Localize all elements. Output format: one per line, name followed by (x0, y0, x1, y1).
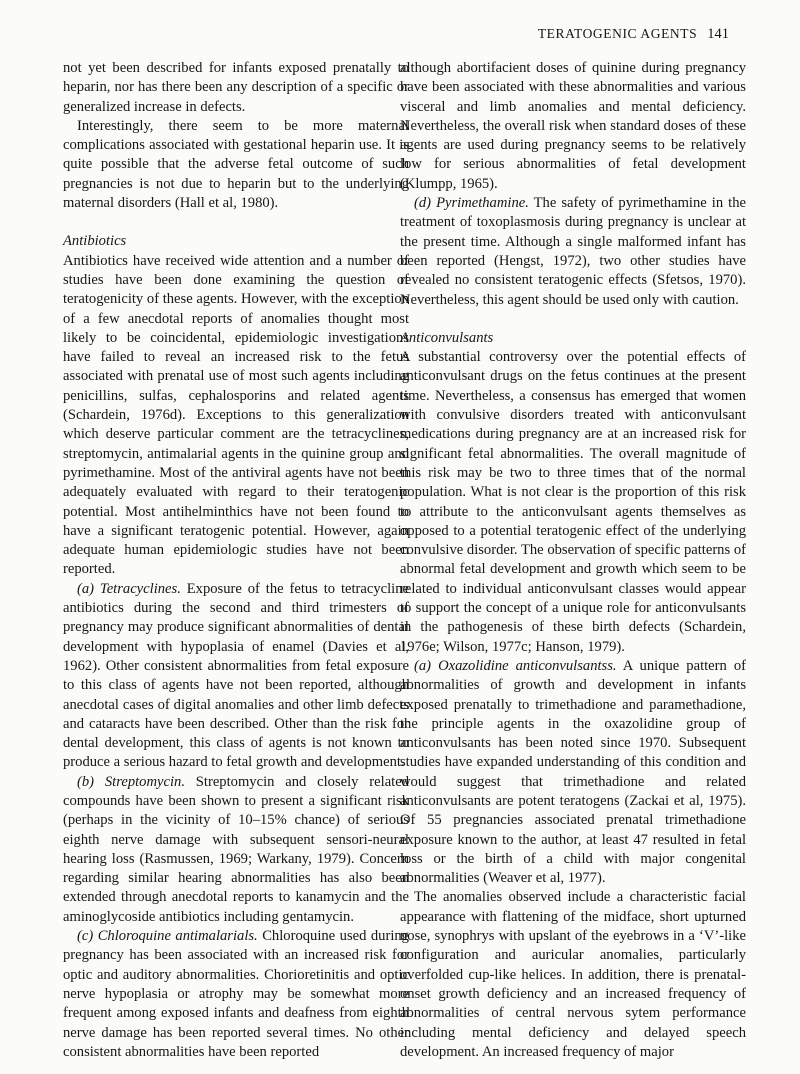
item-label: (a) (77, 580, 95, 597)
item-term: Chloroquine antimalarials. (97, 928, 258, 945)
paragraph-antibiotics-intro: Antibiotics have received wide attention and a number of studies have been done examining the question of teratogenicity of these agents. However, with the exception of a few anecdotal reports of anomalies thought most likely to be coincidental, epidemiologic investigations have failed to reveal an increased risk to the fetus associated with prenatal use of most such agents including penicillins, sulfas, cephalosporins and related agents (Schardein, 1976d). Exceptions to this generalization which deserve particular comment are the tetracyclines, streptomycin, antimalarial agents in the quinine group and pyrimethamine. Most of the antiviral agents have not been adequately evaluated with regard to their teratogenic potential. Most antihelminthics have not been found to have a significant teratogenic potential. However, again adequate human epidemiologic studies have not been reported. (63, 252, 409, 578)
page-number: 141 (707, 26, 729, 42)
paragraph-anticonvulsants-intro: A substantial controversy over the potential effects of anticonvulsant drugs on the fetus continues at the present time. Nevertheless, a consensus has emerged that women with convulsive disorders treated with anticonvulsant medications during pregnancy are at an increased risk for significant fetal abnormalities. The overall magnitude of this risk may be two to three times that of the normal population. What is not clear is the proportion of this risk to attribute to the anticonvulsant agents themselves as opposed to a potential teratogenic effect of the underlying convulsive disorder. The observation of specific patterns of abnormal fetal development and growth which seem to be related to individual anticonvulsant classes would appear to support the concept of a unique role for anticonvulsants in the pathogenesis of these birth defects (Schardein, 1976e; Wilson, 1977c; Hanson, 1979). (400, 349, 746, 655)
item-term: Tetracyclines. (99, 580, 181, 597)
item-text: Exposure of the fetus to tetracycline antibiotics during the second and third trimesters of pregnancy may produce significant abnormalities of dental development with hypoplasia of enamel (Davies et al, 1962). Other consistent abnormalities from fetal exposure to this class of agents have not been reported, although anecdotal cases of digital anomalies and other limb defects and cataracts have been described. Other than the risk for dental development, this class of agents is not known to produce a serious hazard to fetal growth and development. (63, 580, 410, 771)
item-text: Chloroquine used during pregnancy has been associated with an increased risk for optic and auditory abnormalities. Chorioretinitis and optic nerve hypoplasia or atrophy may be somewhat more frequent among exposed infants and deafness from eighth nerve damage has been reported several times. No other consistent abnormalities have been reported (63, 928, 409, 1060)
section-heading-antibiotics: Antibiotics (63, 233, 127, 250)
section-heading-anticonvulsants: Anticonvulsants (400, 329, 494, 346)
item-label: (b) (77, 773, 95, 790)
item-label: (c) (77, 928, 94, 945)
paragraph-oxazolidine (400, 657, 746, 889)
paragraph-heparin-maternal: Interestingly, there seem to be more maternal complications associated with gestational heparin use. It is quite possible that the adverse fetal outcome of such pregnancies is not due to heparin but to the underlying maternal disorders (Hall et al, 1980). (63, 117, 409, 212)
item-label: (d) (414, 195, 432, 212)
item-term: Pyrimethamine. (436, 195, 529, 212)
paragraph-pyrimethamine (400, 194, 746, 310)
running-header (538, 26, 729, 43)
paragraph-streptomycin (63, 773, 409, 927)
item-text: Streptomycin and closely related compounds have been shown to present a significant risk (perhaps in the vicinity of 10–15% chance) of serious eighth nerve damage with subsequent sensori-neural hearing loss (Rasmussen, 1969; Warkany, 1979). Concern regarding similar hearing abnormalities has also been extended through anecdotal reports to kanamycin and the aminoglycoside antibiotics including gentamycin. (63, 773, 409, 925)
right-column (400, 59, 746, 1062)
paragraph-heparin-continued: not yet been described for infants exposed prenatally to heparin, nor has there been any description of a specific or generalized increase in defects. (63, 60, 409, 115)
paragraph-tetracyclines (63, 580, 409, 773)
paragraph-chloroquine (63, 927, 409, 1062)
item-text: A unique pattern of abnormalities of growth and development in infants exposed prenatally to trimethadione and paramethadione, the principle agents in the oxazolidine group of anticonvulsants has been noted since 1970. Subsequent studies have expanded understanding of this condition and would suggest that trimethadione and related anticonvulsants are potent teratogens (Zackai et al, 1975). Of 55 pregnancies associated prenatal trimethadione exposure known to the author, at least 47 resulted in fetal loss or the birth of a child with major congenital abnormalities (Weaver et al, 1977). (400, 657, 747, 887)
running-title: TERATOGENIC AGENTS (537, 26, 698, 41)
paragraph-anomalies: The anomalies observed include a characteristic facial appearance with flattening of the midface, short upturned nose, synophrys with upslant of the eyebrows in a ‘V’-like configuration and auricular anomalies, particularly overfolded cup-like helices. In addition, there is prenatal-onset growth deficiency and an increased frequency of abnormalities of central nervous sytem performance including mental deficiency and delayed speech development. An increased frequency of major (400, 889, 746, 1060)
item-term: Streptomycin. (104, 773, 185, 790)
item-term: Oxazolidine anticonvulsantss. (438, 657, 617, 674)
left-column (63, 59, 409, 1062)
item-text: The safety of pyrimethamine in the treatment of toxoplasmosis during pregnancy is unclear at the present time. Although a single malformed infant has been reported (Hengst, 1972), two other studies have revealed no consistent teratogenic effects (Sfetsos, 1970). Nevertheless, this agent should be used only with caution. (400, 195, 746, 308)
paragraph-chloroquine-continued: although abortifacient doses of quinine during pregnancy have been associated with these abnormalities and various visceral and limb anomalies and mental deficiency. Nevertheless, the overall risk when standard doses of these agents are used during pregnancy seems to be relatively low for serious abnormalities of fetal development (Klumpp, 1965). (400, 60, 746, 192)
item-label: (a) (414, 657, 432, 674)
